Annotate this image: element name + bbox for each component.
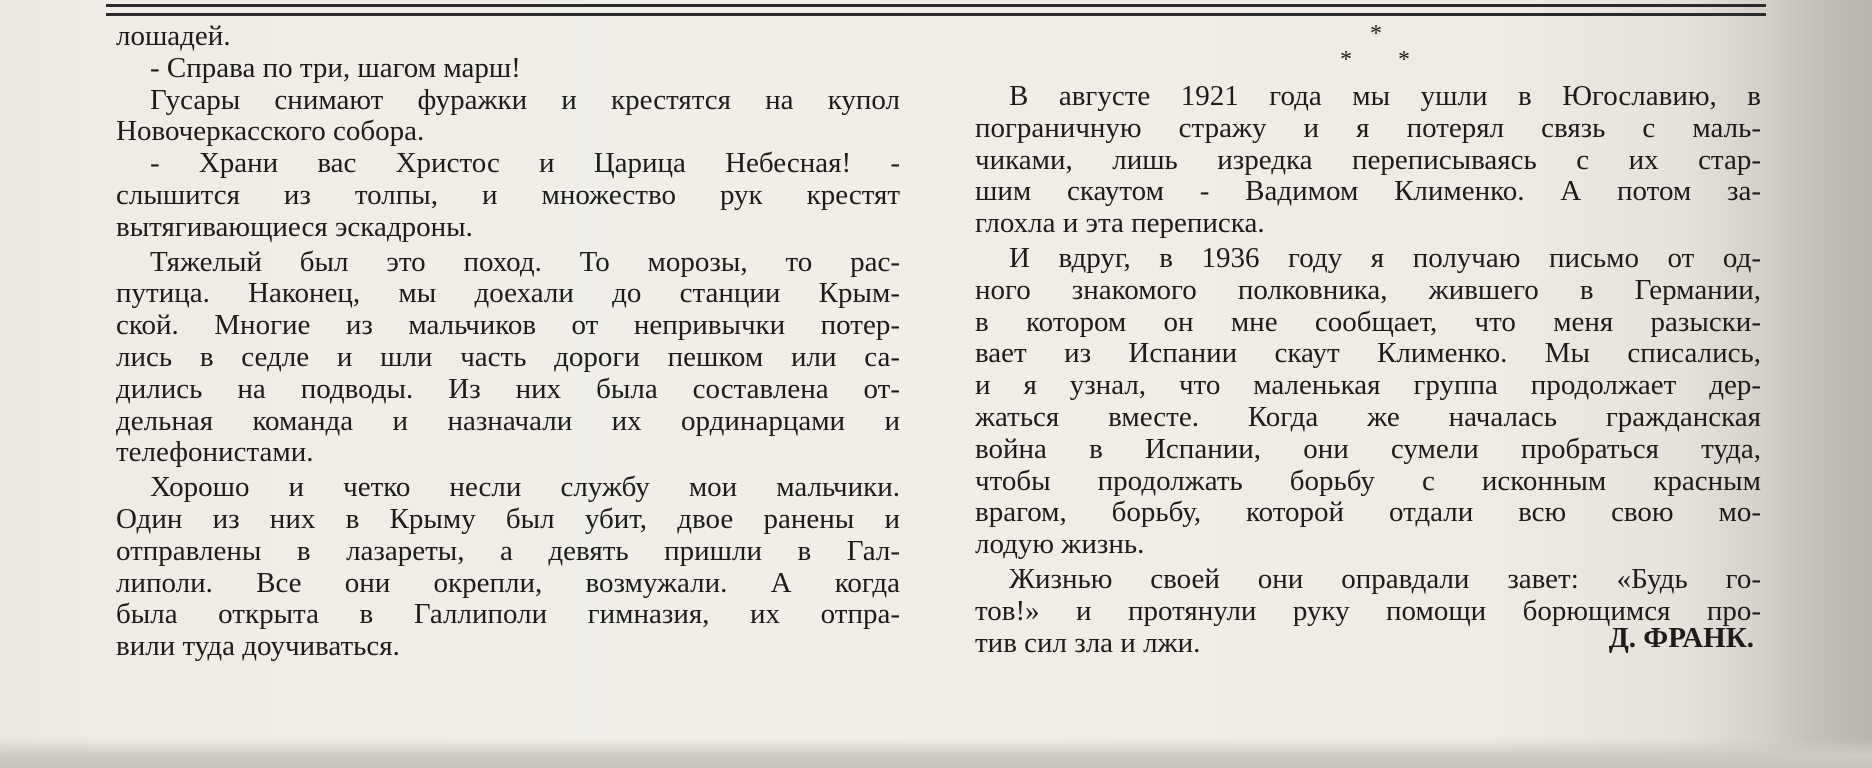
text-line: путица. Наконец, мы доехали до станции Крым-	[116, 277, 900, 310]
text-line: Новочеркасского собора.	[116, 115, 425, 148]
text-line: - Храни вас Христос и Царица Небесная! -	[150, 147, 900, 180]
text-line: телефонистами.	[116, 436, 314, 469]
text-line: вили туда доучиваться.	[116, 630, 400, 663]
text-line: лись в седле и шли часть дороги пешком или са-	[116, 340, 900, 373]
text-line: шим скаутом - Вадимом Клименко. А потом за-	[975, 175, 1761, 208]
text-line: была открыта в Галлиполи гимназия, их отпра-	[116, 598, 900, 631]
top-rule-second	[106, 13, 1766, 16]
text-line: ного знакомого полковника, жившего в Германии,	[975, 273, 1761, 306]
text-line: Тяжелый был это поход. То морозы, то рас-	[150, 245, 900, 278]
separator-star: *	[1370, 21, 1382, 47]
text-line: вает из Испании скаут Клименко. Мы списались,	[975, 337, 1761, 370]
separator-star: *	[1398, 47, 1410, 73]
text-line: вытягивающиеся эскадроны.	[116, 210, 473, 243]
text-line: слышится из толпы, и множество рук крестят	[116, 178, 900, 211]
text-line: отправлены в лазареты, а девять пришли в Гал-	[116, 534, 900, 567]
text-line: чиками, лишь изредка переписываясь с их стар-	[975, 143, 1761, 176]
separator-star: *	[1340, 47, 1352, 73]
text-line: Хорошо и четко несли службу мои мальчики.	[150, 471, 900, 504]
text-line: пограничную стражу и я потерял связь с маль-	[975, 111, 1761, 144]
section-separator-stars	[1330, 22, 1410, 78]
text-line: И вдруг, в 1936 году я получаю письмо от од-	[1009, 241, 1761, 274]
text-line: липоли. Все они окрепли, возмужали. А когда	[116, 566, 900, 599]
text-line: лошадей.	[116, 20, 231, 52]
top-rule	[106, 4, 1766, 7]
author-signature: Д. ФРАНК.	[1608, 622, 1754, 654]
text-line: Гусары снимают фуражки и крестятся на купол	[150, 83, 900, 116]
text-line: лодую жизнь.	[975, 528, 1145, 561]
text-line: чтобы продолжать борьбу с исконным красным	[975, 464, 1761, 497]
text-line: дились на подводы. Из них была составлена от-	[116, 372, 900, 405]
text-line: В августе 1921 года мы ушли в Югославию, в	[1009, 80, 1761, 112]
right-column	[975, 81, 1761, 659]
text-line: дельная команда и назначали их ординарцами и	[116, 404, 900, 437]
text-line: Жизнью своей они оправдали завет: «Будь го-	[1009, 562, 1761, 595]
text-line: Один из них в Крыму был убит, двое ранены и	[116, 502, 900, 535]
page-bottom-edge	[0, 738, 1872, 768]
text-line: в котором он мне сообщает, что меня разыски-	[975, 305, 1761, 338]
text-line: и я узнал, что маленькая группа продолжает дер-	[975, 369, 1761, 402]
text-line: врагом, борьбу, которой отдали всю свою мо-	[975, 496, 1761, 529]
text-line: ской. Многие из мальчиков от непривычки потер-	[116, 309, 900, 342]
text-line: жаться вместе. Когда же началась гражданская	[975, 400, 1761, 433]
text-line: - Справа по три, шагом марш!	[150, 51, 521, 84]
text-line: тив сил зла и лжи.	[975, 626, 1201, 659]
left-column	[116, 21, 900, 663]
text-line: глохла и эта переписка.	[975, 207, 1265, 240]
text-line: тов!» и протянули руку помощи борющимся про-	[975, 594, 1761, 627]
text-line: война в Испании, они сумели пробраться туда,	[975, 432, 1761, 465]
